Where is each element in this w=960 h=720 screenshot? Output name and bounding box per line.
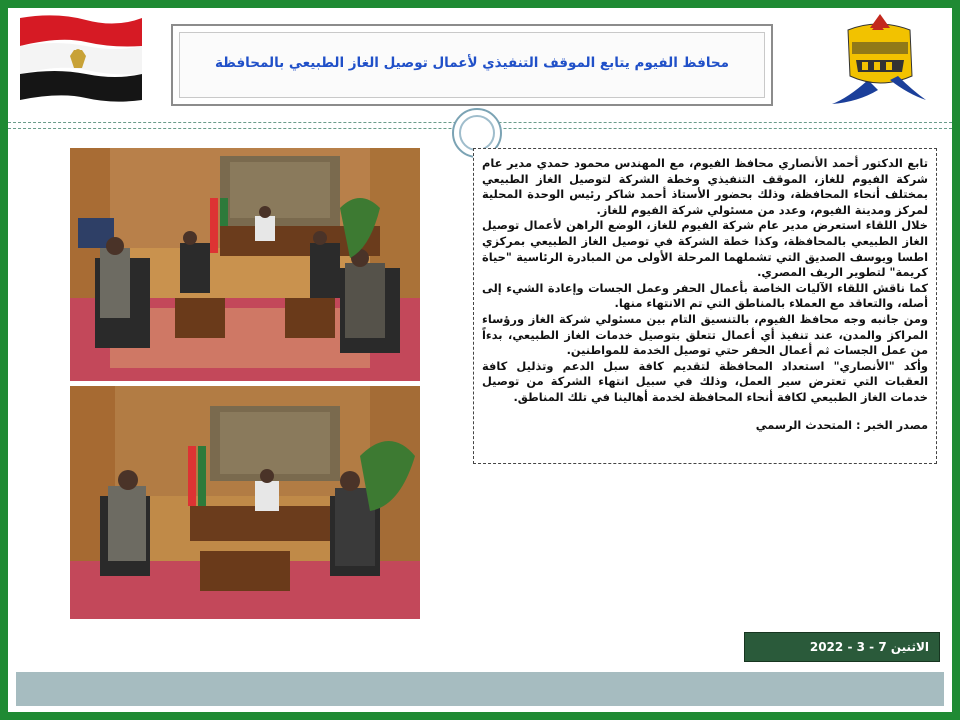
date-box bbox=[744, 632, 940, 662]
page-frame bbox=[8, 8, 952, 712]
ring-ornament-inner bbox=[459, 115, 495, 151]
news-source: مصدر الخبر : المتحدث الرسمي bbox=[755, 417, 928, 432]
meeting-photo-1 bbox=[70, 148, 420, 381]
article-paragraph: ومن جانبه وجه محافظ الفيوم، بالتنسيق التام بين مسئولي شركة الغاز ورؤساء المراكز والمدن، عند تنفيذ أي أعمال تتعلق بتوصيل خدمات الغاز الطبيعي، بدءاً من عمل الجسات ثم أعمال الحفر حتي توصيل الخدمة للمواطنين. bbox=[482, 311, 928, 358]
article-paragraph: خلال اللقاء استعرض مدير عام شركة الفيوم للغاز، الوضع الراهن لأعمال توصيل الغاز الطبيعي بالمحافظة، وكذا خطة الشركة في توصيل الغاز الطبيعي بمركزي اطسا ويوسف الصديق التي تشملهما المرحلة الأولى من المبادرة الرئاسية "حياة كريمة" لتطوير الريف المصري. bbox=[482, 218, 928, 280]
headline-title: محافظ الفيوم يتابع الموقف التنفيذي لأعمال توصيل الغاز الطبيعي بالمحافظة bbox=[214, 55, 729, 71]
article-paragraph: تابع الدكتور أحمد الأنصاري محافظ الفيوم، مع المهندس محمود حمدي مدير عام شركة الفيوم للغاز، الموقف التنفيذي وخطة الشركة لتوصيل الغاز الطبيعي بمختلف أنحاء المحافظة، وذلك بحضور الأستاذ أحمد شاكر رئيس الوحدة المحلية لمركز ومدينة الفيوم، وعدد من مسئولي شركة الفيوم للغاز. bbox=[482, 156, 928, 217]
headline-inner-frame bbox=[179, 32, 765, 98]
egypt-flag-icon bbox=[16, 12, 146, 104]
headline-box bbox=[171, 24, 773, 106]
fayoum-governorate-logo-icon bbox=[828, 10, 930, 106]
article-paragraph: وأكد "الأنصاري" استعداد المحافظة لتقديم كافة سبل الدعم وتذليل كافة العقبات التي تعترض سير العمل، وذلك في سبيل انتهاء الشركة من توصيل خدمات الغاز الطبيعي لكافة أنحاء المحافظة لخدمة أهالينا في تلك المناطق. bbox=[482, 358, 928, 404]
article-paragraph: كما ناقش اللقاء الآليات الخاصة بأعمال الحفر وعمل الجسات وإعادة الشيء إلى أصله، والتعاقد مع العملاء بالمناطق التي تم الانتهاء منها. bbox=[482, 280, 928, 311]
date-label: الاثنين 7 - 3 - 2022 bbox=[809, 640, 929, 654]
article-text-box bbox=[473, 148, 937, 464]
footer-band bbox=[16, 672, 944, 706]
meeting-photo-2 bbox=[70, 386, 420, 619]
